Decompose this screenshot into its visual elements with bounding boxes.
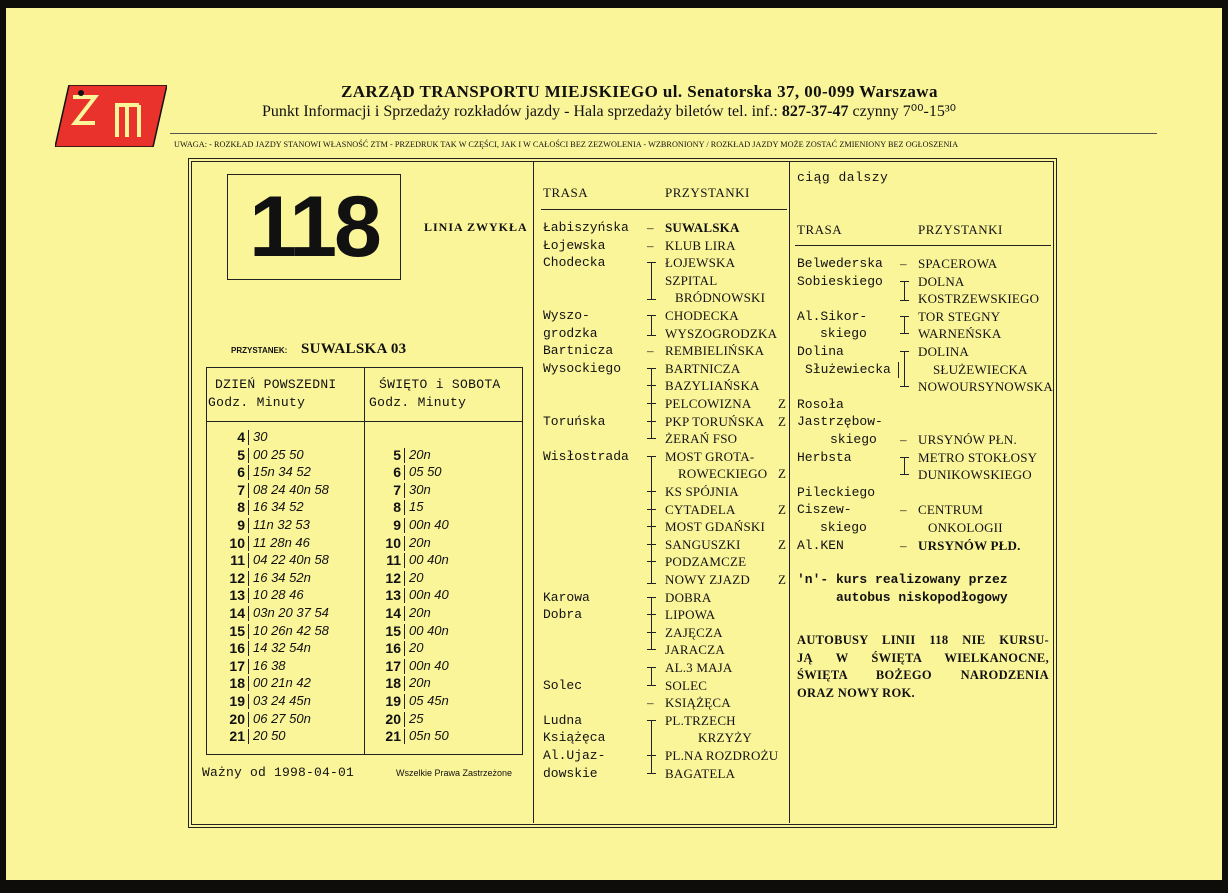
hour-divider	[404, 448, 405, 463]
route-stop: KRZYŻY	[698, 730, 752, 746]
hour-divider	[404, 483, 405, 498]
hour-divider	[248, 729, 249, 744]
route-street: Belwederska	[797, 256, 883, 271]
route-bracket	[647, 456, 656, 583]
route-stop: DOLINA	[918, 344, 970, 359]
route-bracket	[647, 262, 656, 299]
route-street: Dolina	[797, 344, 844, 359]
minutes-cell: 05 45n	[409, 693, 449, 708]
route-header-rule	[541, 209, 787, 210]
route-bracket	[900, 281, 909, 301]
route-stop: BAGATELA	[665, 765, 736, 781]
departure-table	[206, 367, 523, 755]
minutes-cell: 20	[409, 640, 424, 656]
route-stop: SZPITAL	[665, 272, 718, 288]
hour-cell: 8	[237, 499, 245, 516]
minutes-cell: 08 24 40n 58	[253, 481, 329, 497]
hour-divider	[248, 536, 249, 551]
route-stop: PELCOWIZNA	[665, 396, 752, 411]
hour-cell: 7	[393, 481, 401, 498]
route-bracket	[647, 667, 656, 685]
route-stop: PODZAMCZE	[665, 554, 747, 570]
route-dash: –	[900, 432, 907, 447]
line-number: 118	[249, 179, 379, 275]
route-stop: BRÓDNOWSKI	[675, 290, 766, 306]
minutes-cell: 15n 34 52	[253, 464, 311, 480]
route-stop: KLUB LIRA	[665, 237, 736, 253]
minutes-cell: 00n 40	[409, 517, 449, 532]
minutes-cell: 11 28n 46	[253, 534, 310, 550]
table-center-divider	[364, 368, 365, 754]
route-street: Służewiecka	[805, 361, 891, 377]
route-street: Dobra	[543, 607, 583, 623]
holiday-subheader: Godz. Minuty	[369, 395, 467, 410]
express-marker: Z	[778, 413, 786, 429]
route2-stops-header: PRZYSTANKI	[918, 222, 1003, 237]
minutes-cell: 20	[409, 569, 424, 585]
route-stop: BAZYLIAŃSKA	[665, 378, 760, 394]
route-stop: URSYNÓW PŁN.	[918, 432, 1017, 447]
hour-divider	[404, 518, 405, 533]
minutes-cell: 15	[409, 499, 424, 515]
hour-cell: 10	[385, 534, 401, 551]
route-stop: METRO STOKŁOSY	[918, 449, 1038, 465]
route-street: dowskie	[543, 765, 598, 781]
express-marker: Z	[778, 536, 786, 552]
route-street: Ciszew-	[797, 502, 852, 518]
minutes-cell: 11n 32 53	[253, 517, 310, 532]
route-stop: DOBRA	[665, 589, 712, 605]
route-dash: –	[900, 537, 907, 553]
express-marker: Z	[778, 572, 786, 587]
route-stop: WARNEŃSKA	[918, 326, 1002, 342]
minutes-cell: 10 28 46	[253, 587, 304, 603]
route-street: skiego	[820, 326, 867, 342]
hour-cell: 15	[229, 622, 245, 639]
hour-divider	[248, 571, 249, 586]
minutes-cell: 14 32 54n	[253, 640, 311, 656]
hour-divider	[248, 553, 249, 568]
lowfloor-note-line2: autobus niskopodłogowy	[836, 590, 1008, 605]
route2-street-header: TRASA	[797, 222, 843, 237]
route-street: Książęca	[543, 730, 606, 746]
minutes-cell: 00n 40	[409, 657, 449, 673]
route-street: Karowa	[543, 589, 590, 605]
route-street-header: TRASA	[543, 185, 589, 200]
line-type: LINIA ZWYKŁA	[424, 220, 528, 234]
hour-cell: 13	[385, 587, 401, 604]
hour-cell: 16	[385, 640, 401, 657]
minutes-cell: 06 27 50n	[253, 710, 311, 726]
route2-header-rule	[795, 245, 1051, 246]
route-stop: KOSTRZEWSKIEGO	[918, 291, 1040, 307]
copyright-notice: UWAGA: - ROZKŁAD JAZDY STANOWI WŁASNOŚĆ ZTM - PRZEDRUK TAK W CZĘŚCI, JAK I W CAŁOŚCI BEZ ZEZWOLENIA - WZBRONIONY / ROZKŁAD JAZDY MOŻE ZOSTAĆ ZMIENIONY BEZ OGŁOSZENIA	[174, 140, 959, 149]
hour-cell: 6	[237, 464, 245, 481]
route-street: Chodecka	[543, 255, 606, 271]
hour-divider	[404, 659, 405, 674]
route-stop: CYTADELA	[665, 501, 736, 517]
hour-divider	[248, 588, 249, 603]
lowfloor-note-line1: 'n'- kurs realizowany przez	[797, 572, 1008, 587]
route-dash: –	[900, 502, 907, 518]
route-street: Al.KEN	[797, 537, 844, 553]
hour-cell: 11	[386, 552, 401, 569]
hour-cell: 14	[385, 605, 401, 621]
route-street: Rosoła	[797, 396, 844, 412]
hour-cell: 9	[237, 517, 245, 533]
ztm-logo-icon	[55, 85, 167, 147]
hour-cell: 9	[393, 517, 401, 533]
holiday-notice-line: ŚWIĘTA BOŻEGO NARODZENIA	[797, 668, 1049, 682]
route-street: grodzka	[543, 325, 598, 341]
route-stop: BARTNICZA	[665, 360, 741, 376]
hour-cell: 13	[229, 587, 245, 604]
minutes-cell: 25	[409, 710, 424, 726]
route-dash: –	[647, 343, 654, 359]
express-marker: Z	[778, 501, 786, 517]
route-bracket	[647, 315, 656, 335]
hour-divider	[404, 694, 405, 709]
route-street: Bartnicza	[543, 343, 614, 359]
hour-divider	[404, 465, 405, 480]
minutes-cell: 00n 40	[409, 587, 449, 603]
minutes-cell: 03 24 45n	[253, 693, 311, 708]
route-street: Solec	[543, 677, 583, 693]
hour-cell: 19	[385, 693, 401, 709]
hour-cell: 15	[385, 622, 401, 639]
hour-cell: 11	[230, 552, 245, 569]
hour-divider	[248, 518, 249, 533]
table-header-divider	[207, 421, 522, 422]
minutes-cell: 30	[253, 429, 268, 444]
route-street: Sobieskiego	[797, 273, 883, 289]
info-line	[262, 101, 956, 121]
minutes-cell: 00 25 50	[253, 446, 304, 462]
route-stop: ROWECKIEGO	[678, 466, 768, 482]
stop-label: PRZYSTANEK:	[231, 346, 288, 355]
route-stop: KS SPÓJNIA	[665, 484, 739, 499]
organization-title: ZARZĄD TRANSPORTU MIEJSKIEGO ul. Senatorska 37, 00-099 Warszawa	[341, 82, 938, 101]
valid-from: Ważny od 1998-04-01	[202, 765, 355, 780]
hour-divider	[248, 712, 249, 727]
route-stop: NOWY ZJAZD	[665, 572, 750, 587]
route-street: skiego	[830, 432, 877, 447]
hour-cell: 7	[237, 481, 245, 498]
hour-cell: 17	[385, 657, 401, 674]
minutes-cell: 04 22 40n 58	[253, 552, 329, 568]
route-stop: PKP TORUŃSKA	[665, 413, 765, 429]
hour-divider	[248, 676, 249, 691]
route-stop: REMBIELIŃSKA	[665, 343, 765, 359]
hour-divider	[404, 571, 405, 586]
route-stop: SPACEROWA	[918, 256, 998, 271]
minutes-cell: 05n 50	[409, 728, 449, 744]
hour-cell: 20	[385, 710, 401, 727]
route-bracket	[647, 421, 656, 439]
route-stop: NOWOURSYNOWSKA	[918, 379, 1053, 395]
route-stop: LIPOWA	[665, 607, 716, 623]
minutes-cell: 20n	[409, 605, 431, 620]
minutes-cell: 16 34 52n	[253, 569, 311, 585]
street-separator	[898, 362, 899, 378]
route-stop: AL.3 MAJA	[665, 660, 733, 675]
hour-divider	[248, 430, 249, 445]
hour-cell: 5	[393, 446, 401, 463]
hour-cell: 5	[237, 446, 245, 463]
minutes-cell: 20n	[409, 534, 431, 550]
hour-divider	[404, 536, 405, 551]
column-divider-1	[533, 161, 534, 823]
hour-cell: 19	[229, 693, 245, 709]
hour-cell: 14	[229, 605, 245, 621]
route-dash: –	[647, 220, 654, 235]
holiday-notice-line: ORAZ NOWY ROK.	[797, 685, 915, 700]
minutes-cell: 20n	[409, 446, 431, 462]
minutes-cell: 16 34 52	[253, 499, 304, 515]
hour-divider	[404, 729, 405, 744]
holiday-notice-line: JĄ W ŚWIĘTA WIELKANOCNE,	[797, 650, 1049, 665]
hour-divider	[248, 606, 249, 621]
hour-divider	[404, 641, 405, 656]
route-street: Toruńska	[543, 413, 606, 429]
hour-cell: 18	[385, 675, 401, 692]
route-street: Ludna	[543, 712, 583, 728]
minutes-cell: 03n 20 37 54	[253, 605, 329, 620]
route-stop: JARACZA	[665, 642, 725, 658]
route-street: skiego	[820, 520, 867, 535]
hour-divider	[404, 588, 405, 603]
hour-cell: 8	[393, 499, 401, 516]
route-stop: SUWALSKA	[665, 220, 740, 235]
minutes-cell: 00 40n	[409, 622, 449, 638]
info-text: Punkt Informacji i Sprzedaży rozkładów jazdy - Hala sprzedaży biletów tel. inf.:	[262, 103, 778, 120]
hour-divider	[248, 641, 249, 656]
route-stop: DOLNA	[918, 273, 965, 289]
route-bracket	[647, 597, 656, 650]
route-street: Herbsta	[797, 449, 852, 465]
route-stop: ŻERAŃ FSO	[665, 431, 738, 447]
route-stop: SŁUŻEWIECKA	[933, 361, 1028, 377]
column-divider-2	[789, 161, 790, 823]
route-street: Al.Sikor-	[797, 308, 868, 324]
hour-cell: 21	[385, 728, 401, 745]
route-stop: PL.TRZECH	[665, 712, 736, 728]
opening-hours: czynny 7⁰⁰-15³⁰	[852, 103, 957, 120]
holiday-notice	[797, 632, 1049, 702]
hour-cell: 12	[229, 569, 245, 586]
hour-cell: 21	[229, 728, 245, 745]
route-street: Al.Ujaz-	[543, 748, 606, 763]
route-dash: –	[900, 256, 907, 271]
route-street: Wysockiego	[543, 360, 622, 376]
hour-cell: 20	[229, 710, 245, 727]
hour-divider	[404, 500, 405, 515]
line-number-box	[227, 174, 401, 280]
minutes-cell: 20n	[409, 675, 431, 691]
rights-reserved: Wszelkie Prawa Zastrzeżone	[396, 768, 513, 778]
minutes-cell: 30n	[409, 481, 431, 497]
hour-divider	[248, 659, 249, 674]
route-stop: MOST GDAŃSKI	[665, 519, 766, 535]
route-stop: KSIĄŻĘCA	[665, 695, 731, 711]
route-bracket	[647, 720, 656, 773]
minutes-cell: 10 26n 42 58	[253, 622, 329, 638]
route-stop: CENTRUM	[918, 502, 983, 518]
continued-label: ciąg dalszy	[797, 170, 889, 185]
minutes-cell: 16 38	[253, 657, 286, 673]
route-street: Łojewska	[543, 237, 606, 253]
express-marker: Z	[778, 396, 786, 411]
route-stop: ZAJĘCZA	[665, 624, 723, 640]
route-stop: ONKOLOGII	[928, 520, 1003, 535]
route-stop: ŁOJEWSKA	[665, 255, 736, 271]
phone-number: 827-37-47	[781, 103, 849, 120]
route-stop: PL.NA ROZDROŻU	[665, 748, 779, 763]
hour-divider	[404, 606, 405, 621]
hour-cell: 18	[229, 675, 245, 692]
hour-cell: 16	[229, 640, 245, 657]
route-stop: SANGUSZKI	[665, 536, 741, 552]
hour-divider	[248, 624, 249, 639]
route-stop: SOLEC	[665, 677, 708, 693]
hour-divider	[248, 448, 249, 463]
route-bracket	[900, 316, 909, 334]
hour-cell: 4	[237, 429, 245, 445]
hour-divider	[248, 500, 249, 515]
route-bracket	[647, 368, 656, 421]
holiday-header: ŚWIĘTO i SOBOTA	[379, 377, 501, 392]
minutes-cell: 00 21n 42	[253, 675, 311, 691]
hour-divider	[404, 553, 405, 568]
route-bracket	[900, 351, 909, 386]
weekday-header: DZIEŃ POWSZEDNI	[215, 377, 337, 392]
hour-divider	[404, 712, 405, 727]
hour-cell: 6	[393, 464, 401, 481]
route-stop: URSYNÓW PŁD.	[918, 537, 1021, 553]
hour-divider	[404, 624, 405, 639]
minutes-cell: 05 50	[409, 464, 442, 480]
route-dash: –	[647, 237, 654, 253]
route-street: Wyszo-	[543, 308, 590, 323]
route-stops-header: PRZYSTANKI	[665, 185, 750, 200]
route-street: Łabiszyńska	[543, 220, 629, 235]
stop-name: SUWALSKA 03	[301, 341, 407, 357]
route-stop: TOR STEGNY	[918, 308, 1001, 324]
weekday-subheader: Godz. Minuty	[208, 395, 306, 410]
hour-divider	[404, 676, 405, 691]
hour-divider	[248, 465, 249, 480]
route-street: Jastrzębow-	[797, 414, 883, 430]
hour-cell: 10	[229, 534, 245, 551]
route-stop: DUNIKOWSKIEGO	[918, 467, 1032, 483]
hour-cell: 17	[229, 657, 245, 674]
express-marker: Z	[778, 466, 786, 482]
route-dash: –	[647, 695, 654, 711]
minutes-cell: 20 50	[253, 728, 286, 744]
hour-divider	[248, 483, 249, 498]
header-divider	[170, 133, 1157, 134]
minutes-cell: 00 40n	[409, 552, 449, 568]
hour-divider	[248, 694, 249, 709]
hour-cell: 12	[385, 569, 401, 586]
route-stop: CHODECKA	[665, 308, 739, 323]
route-stop: WYSZOGRODZKA	[665, 325, 778, 341]
route-bracket	[900, 457, 909, 475]
route-stop: MOST GROTA-	[665, 448, 755, 464]
route-street: Wisłostrada	[543, 448, 629, 464]
holiday-notice-line: AUTOBUSY LINII 118 NIE KURSU-	[797, 633, 1049, 647]
route-street: Pileckiego	[797, 484, 876, 500]
